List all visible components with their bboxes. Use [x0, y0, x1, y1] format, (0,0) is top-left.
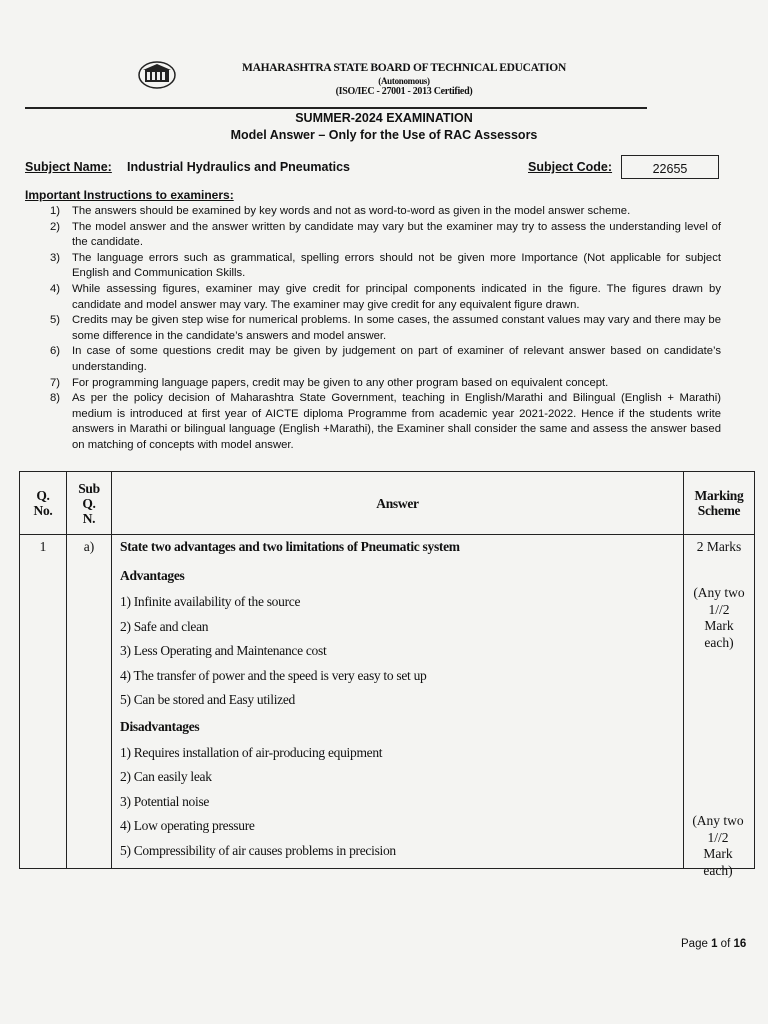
instruction-number: 5) [50, 314, 61, 327]
instructions-list [25, 204, 721, 454]
exam-title: SUMMER-2024 EXAMINATION [295, 111, 473, 125]
page-footer [681, 938, 746, 950]
advantage-item: 3) Less Operating and Maintenance cost [120, 643, 327, 658]
marks-note-line: each) [703, 862, 733, 878]
header-marking-line: Scheme [697, 503, 741, 518]
question-number: 1 [20, 535, 67, 869]
instruction-item [25, 204, 721, 220]
marking-cell [684, 535, 755, 878]
header-subq [67, 472, 112, 535]
header-marking [684, 472, 755, 535]
header-qno-line: No. [33, 503, 53, 518]
instruction-item [25, 220, 721, 251]
instruction-item [25, 282, 721, 313]
subject-code-box: 22655 [621, 155, 719, 179]
instruction-number: 8) [50, 392, 61, 405]
marks-note-line: 1//2 [708, 601, 730, 617]
table-row [20, 535, 755, 869]
disadvantage-item: 5) Compressibility of air causes problems in precision [120, 842, 396, 858]
header-subq-line: N. [82, 510, 96, 526]
marks-note-line: 1//2 [707, 829, 729, 845]
certification-label: (ISO/IEC - 27001 - 2013 Certified) [335, 86, 473, 97]
disadvantage-item: 4) Low operating pressure [120, 818, 255, 833]
instruction-item [25, 313, 721, 344]
subject-name-value: Industrial Hydraulics and Pneumatics [127, 160, 350, 174]
disadvantages-heading: Disadvantages [120, 718, 200, 734]
instruction-text: Credits may be given step wise for numerical problems. In some cases, the assumed constant values may vary and there may be some difference in the candidate’s answers and model answer. [72, 314, 721, 342]
marks-note-line: Mark [704, 618, 734, 633]
marks-total: 2 Marks [696, 539, 742, 554]
subject-code-label: Subject Code: [528, 160, 613, 174]
instruction-number: 4) [50, 282, 61, 295]
disadvantage-item: 3) Potential noise [120, 793, 210, 809]
instruction-text: In case of some questions credit may be given by judgement on part of examiner of relevant answer based on candidate’s understanding. [72, 345, 721, 373]
answer-cell [112, 535, 684, 869]
cell-padding [120, 864, 683, 868]
model-answer-note: Model Answer – Only for the Use of RAC Assessors [230, 128, 538, 142]
header-qno-line: Q. [36, 488, 50, 503]
marks-note-disadvantages [684, 813, 752, 879]
header-answer: Answer [112, 472, 684, 535]
page-current: 1 [711, 938, 718, 950]
header-qno [20, 472, 67, 535]
instruction-text: As per the policy decision of Maharashtra State Government, teaching in English/Marathi and Bilingual (English + Marathi) medium is introduced at first year of AICTE diploma Programme from academic year 2021-2022. Hence if the students write answers in Marathi or bilingual language (English +Marathi), the Examiner shall consider the same and assess the answer based on matching of concepts with model answer. [72, 392, 721, 451]
marks-note-line: (Any two [693, 585, 745, 600]
instruction-number: 7) [50, 376, 61, 389]
subject-name-label: Subject Name: [25, 160, 112, 174]
advantage-item: 4) The transfer of power and the speed is very easy to set up [120, 667, 427, 683]
instruction-number: 6) [50, 345, 61, 358]
instruction-item [25, 376, 721, 392]
instruction-item [25, 391, 721, 453]
table-header-row [20, 472, 755, 535]
advantage-item: 1) Infinite availability of the source [120, 594, 301, 609]
header-subq-line: Sub [78, 480, 100, 496]
marks-note-line: Mark [703, 846, 733, 861]
instruction-text: The language errors such as grammatical, spelling errors should not be given more Importance (Not applicable for subject English and Communication Skills. [72, 251, 721, 280]
page-word: Page [681, 938, 708, 950]
marks-note-line: each) [704, 634, 734, 650]
instruction-number: 3) [50, 251, 61, 264]
answer-table [19, 471, 755, 878]
question-text: State two advantages and two limitations of Pneumatic system [120, 539, 460, 554]
instructions-heading: Important Instructions to examiners: [25, 188, 234, 202]
advantage-item: 5) Can be stored and Easy utilized [120, 692, 295, 707]
autonomous-label: (Autonomous) [378, 76, 430, 86]
header-marking-line: Marking [694, 488, 744, 503]
instruction-text: The model answer and the answer written by candidate may vary but the examiner may try to assess the understanding level of the candidate. [72, 220, 721, 249]
advantages-heading: Advantages [120, 568, 185, 583]
advantage-item: 2) Safe and clean [120, 618, 209, 634]
page-total: 16 [733, 938, 747, 950]
instruction-text: The answers should be examined by key words and not as word-to-word as given in the model answer scheme. [72, 205, 631, 217]
disadvantage-item: 2) Can easily leak [120, 769, 212, 784]
instruction-number: 1) [50, 205, 61, 217]
instruction-text: For programming language papers, credit may be given to any other program based on equivalent concept. [72, 376, 609, 389]
instruction-item [25, 344, 721, 375]
marks-note-line: (Any two [692, 813, 744, 828]
instruction-text: While assessing figures, examiner may give credit for principal components indicated in the figure. The figures drawn by candidate and model answer may vary. The examiner may give credit for any equivalent figure drawn. [72, 282, 721, 311]
sub-question-number: a) [67, 535, 112, 869]
instruction-number: 2) [50, 220, 61, 233]
header-subq-line: Q. [82, 495, 96, 511]
of-word: of [720, 938, 731, 950]
disadvantage-item: 1) Requires installation of air-producing equipment [120, 744, 383, 760]
marks-note-advantages [685, 585, 753, 651]
header-divider [25, 107, 647, 109]
board-name: MAHARASHTRA STATE BOARD OF TECHNICAL EDUCATION [242, 62, 566, 74]
instruction-item [25, 251, 721, 282]
